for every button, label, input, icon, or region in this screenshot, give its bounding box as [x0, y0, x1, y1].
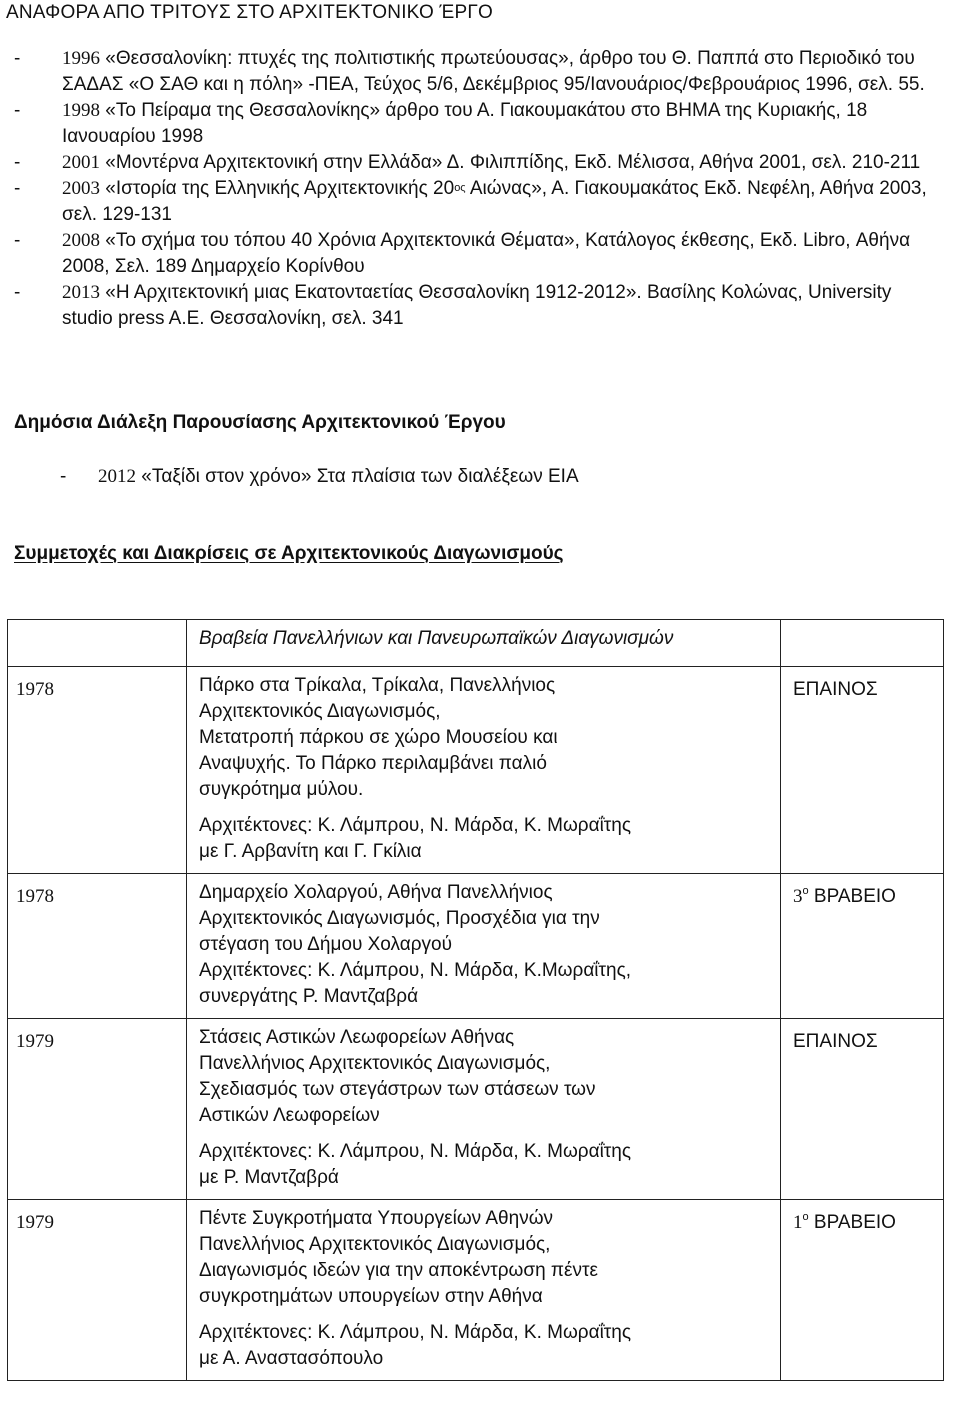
desc-line: Αστικών Λεωφορείων	[199, 1105, 380, 1126]
desc-line: Αρχιτέκτονες: Κ. Λάμπρου, Ν. Μάρδα, Κ.Μωραΐτης,	[199, 960, 632, 981]
desc-line: Μετατροπή πάρκου σε χώρο Μουσείου και	[199, 727, 558, 748]
table-row	[8, 1200, 944, 1381]
item-year: 1998	[62, 100, 100, 121]
award-rank: 1	[793, 1212, 803, 1233]
award-description	[187, 667, 781, 874]
list-dash: -	[60, 466, 67, 487]
list-dash: -	[14, 178, 21, 199]
award-description	[187, 1200, 781, 1381]
competitions-heading: Συμμετοχές και Διακρίσεις σε Αρχιτεκτονικούς Διαγωνισμούς	[14, 543, 564, 564]
item-year: 2001	[62, 152, 100, 173]
ordinal-suffix: ος	[454, 182, 466, 194]
award-result	[781, 874, 944, 1019]
award-result	[781, 1019, 944, 1200]
item-text: «Θεσσαλονίκη: πτυχές της πολιτιστικής πρωτεύουσας», άρθρο του Θ. Παππά στο Περιοδικό του ΣΑΔΑΣ «Ο ΣΑΘ και η πόλη» -ΠΕΑ, Τεύχος 5/6, Δεκέμβριος 95/Ιανουάριος/Φεβρουάριος 1996, σελ. 55.	[62, 48, 925, 95]
table-cell-empty	[8, 620, 187, 667]
desc-line: Πέντε Συγκροτήματα Υπουργείων Αθηνών	[199, 1208, 554, 1229]
desc-line: στέγαση του Δήμου Χολαργού	[199, 934, 452, 955]
table-header: Βραβεία Πανελλήνιων και Πανευρωπαϊκών Διαγωνισμών	[187, 620, 781, 667]
desc-line: Αναψυχής. Το Πάρκο περιλαμβάνει παλιό	[199, 753, 547, 774]
desc-line: Αρχιτεκτονικός Διαγωνισμός,	[199, 701, 441, 722]
desc-line: Σχεδιασμός των στεγάστρων των στάσεων των	[199, 1079, 596, 1100]
award-year: 1979	[8, 1019, 187, 1200]
desc-line: συνεργάτης Ρ. Μαντζαβρά	[199, 986, 419, 1007]
item-text: «Το σχήμα του τόπου 40 Χρόνια Αρχιτεκτονικά Θέματα», Κατάλογος έκθεσης, Εκδ. Libro, Αθήνα 2008, Σελ. 189 Δημαρχείο Κορίνθου	[62, 230, 911, 277]
table-row	[8, 667, 944, 874]
architects-line: με Α. Αναστασόπουλο	[199, 1348, 384, 1369]
desc-line: Πανελλήνιος Αρχιτεκτονικός Διαγωνισμός,	[199, 1234, 551, 1255]
list-item	[14, 176, 944, 228]
item-year: 2003	[62, 178, 100, 199]
item-text: «Η Αρχιτεκτονική μιας Εκατονταετίας Θεσσαλονίκη 1912-2012». Βασίλης Κολώνας, University studio press A.E. Θεσσαλονίκη, σελ. 341	[62, 282, 892, 329]
list-item	[14, 228, 944, 280]
item-text: «Ταξίδι στον χρόνο» Στα πλαίσια των διαλέξεων ΕΙΑ	[136, 466, 579, 487]
publications-list	[14, 46, 944, 332]
desc-line: Στάσεις Αστικών Λεωφορείων Αθήνας	[199, 1027, 515, 1048]
architects-line: Αρχιτέκτονες: Κ. Λάμπρου, Ν. Μάρδα, Κ. Μωραΐτης	[199, 815, 632, 836]
list-dash: -	[14, 100, 21, 121]
desc-line: συγκροτημάτων υπουργείων στην Αθήνα	[199, 1286, 543, 1307]
item-year: 2012	[98, 466, 136, 487]
award-label: ΕΠΑΙΝΟΣ	[793, 679, 878, 700]
award-result	[781, 1200, 944, 1381]
architects-line: με Γ. Αρβανίτη και Γ. Γκίλια	[199, 841, 422, 862]
list-item	[14, 98, 944, 150]
architects-line: Αρχιτέκτονες: Κ. Λάμπρου, Ν. Μάρδα, Κ. Μωραΐτης	[199, 1322, 632, 1343]
table-header-row	[8, 620, 944, 667]
awards-table	[7, 619, 944, 1381]
item-text: «Το Πείραμα της Θεσσαλονίκης» άρθρο του Α. Γιακουμακάτου στο ΒΗΜΑ της Κυριακής, 18 Ιανουαρίου 1998	[62, 100, 868, 147]
desc-line: Αρχιτεκτονικός Διαγωνισμός, Προσχέδια για την	[199, 908, 600, 929]
list-item	[14, 280, 944, 332]
table-row	[8, 874, 944, 1019]
award-label: ΕΠΑΙΝΟΣ	[793, 1031, 878, 1052]
item-year: 2008	[62, 230, 100, 251]
list-dash: -	[14, 230, 21, 251]
architects-line: με Ρ. Μαντζαβρά	[199, 1167, 339, 1188]
list-dash: -	[14, 282, 21, 303]
desc-line: Πάρκο στα Τρίκαλα, Τρίκαλα, Πανελλήνιος	[199, 675, 556, 696]
award-result	[781, 667, 944, 874]
list-item	[14, 150, 944, 176]
desc-line: Πανελλήνιος Αρχιτεκτονικός Διαγωνισμός,	[199, 1053, 551, 1074]
award-description	[187, 874, 781, 1019]
award-year: 1978	[8, 667, 187, 874]
award-label: ΒΡΑΒΕΙΟ	[813, 1212, 896, 1233]
award-rank: 3	[793, 886, 803, 907]
table-cell-empty	[781, 620, 944, 667]
lecture-item	[60, 464, 579, 490]
item-year: 1996	[62, 48, 100, 69]
desc-line: συγκρότημα μύλου.	[199, 779, 364, 800]
item-text-cont: Αιώνας», Α. Γιακουμακάτος Εκδ. Νεφέλη, Αθήνα 2003, σελ. 129-131	[62, 178, 927, 225]
desc-line: Δημαρχείο Χολαργού, Αθήνα Πανελλήνιος	[199, 882, 553, 903]
page-title: ΑΝΑΦΟΡΑ ΑΠΟ ΤΡΙΤΟΥΣ ΣΤΟ ΑΡΧΙΤΕΚΤΟΝΙΚΟ ΈΡΓΟ	[6, 2, 494, 23]
architects-line: Αρχιτέκτονες: Κ. Λάμπρου, Ν. Μάρδα, Κ. Μωραΐτης	[199, 1141, 632, 1162]
item-text: «Ιστορία της Ελληνικής Αρχιτεκτονικής 20	[100, 178, 455, 199]
award-description	[187, 1019, 781, 1200]
award-label: ΒΡΑΒΕΙΟ	[813, 886, 896, 907]
desc-line: Διαγωνισμός ιδεών για την αποκέντρωση πέντε	[199, 1260, 598, 1281]
item-year: 2013	[62, 282, 100, 303]
list-dash: -	[14, 48, 21, 69]
list-dash: -	[14, 152, 21, 173]
ordinal-suffix: ο	[802, 885, 809, 897]
ordinal-suffix: ο	[802, 1211, 809, 1223]
award-year: 1978	[8, 874, 187, 1019]
list-item	[14, 46, 944, 98]
table-row	[8, 1019, 944, 1200]
item-text: «Μοντέρνα Αρχιτεκτονική στην Ελλάδα» Δ. Φιλιππίδης, Εκδ. Μέλισσα, Αθήνα 2001, σελ. 210-211	[100, 152, 921, 173]
award-year: 1979	[8, 1200, 187, 1381]
lecture-heading: Δημόσια Διάλεξη Παρουσίασης Αρχιτεκτονικού Έργου	[14, 412, 506, 433]
